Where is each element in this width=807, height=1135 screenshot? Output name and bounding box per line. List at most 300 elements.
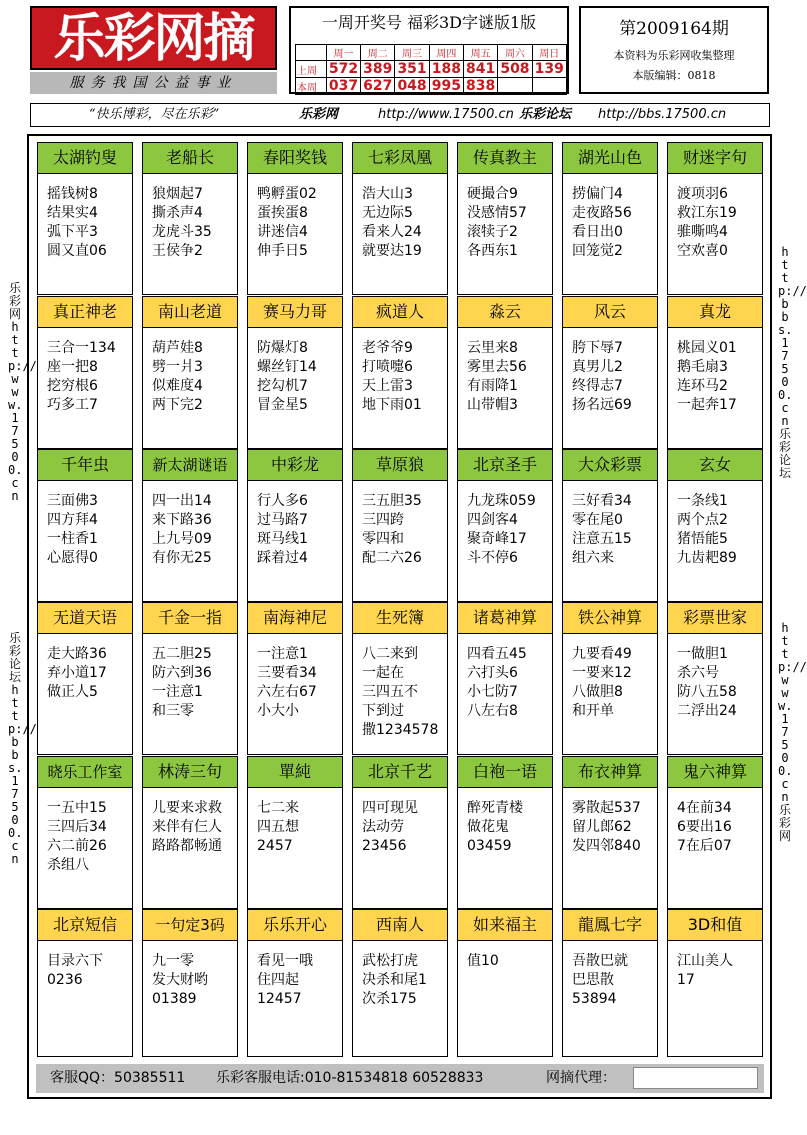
draw-title: 一周开奖号 福彩3D字谜版1版: [321, 13, 537, 32]
puzzle-line: 组六来: [572, 550, 614, 566]
puzzle-author: 北京千艺: [353, 757, 447, 788]
puzzle-author: 湖光山色: [563, 143, 657, 174]
this-week-label: 本周: [296, 78, 327, 95]
puzzle-line: 回笼觉2: [572, 243, 623, 259]
puzzle-line: 防爆灯8: [257, 340, 308, 356]
puzzle-lines: [467, 799, 550, 856]
puzzle-card: [247, 142, 343, 295]
puzzle-author: 鬼六神算: [668, 757, 762, 788]
puzzle-line: 留儿郎62: [572, 819, 632, 835]
puzzle-line: 一做胆1: [677, 646, 728, 662]
puzzle-card: [247, 909, 343, 1057]
puzzle-card: [457, 449, 553, 602]
puzzle-author: 疯道人: [353, 297, 447, 328]
puzzle-card: [667, 296, 763, 449]
puzzle-lines: [257, 799, 340, 856]
puzzle-line: 0236: [47, 972, 83, 988]
puzzle-line: 扬名远69: [572, 397, 632, 413]
puzzle-line: 配二六26: [362, 550, 422, 566]
puzzle-lines: [257, 952, 340, 1009]
puzzle-line: 三要看34: [257, 665, 317, 681]
puzzle-line: 连环马2: [677, 378, 728, 394]
puzzle-line: 巧多工7: [47, 397, 98, 413]
puzzle-line: 聚奇峰17: [467, 531, 527, 547]
puzzle-card: [247, 296, 343, 449]
puzzle-line: 圆又直06: [47, 243, 107, 259]
draw-number: [498, 78, 532, 95]
puzzle-line: 过马路7: [257, 512, 308, 528]
side-text-right-top: http://bbs.17500.cn 乐彩论坛: [778, 245, 807, 480]
puzzle-line: 葫芦娃8: [152, 340, 203, 356]
puzzle-author: 草原狼: [353, 450, 447, 481]
forum-name: 乐彩论坛: [519, 107, 572, 122]
puzzle-line: 次杀175: [362, 991, 417, 1007]
puzzle-line: 七二来: [257, 800, 299, 816]
puzzle-line: 来伴有仨人: [152, 819, 222, 835]
puzzle-line: 终得志7: [572, 378, 623, 394]
puzzle-line: 决杀和尾1: [362, 972, 427, 988]
puzzle-line: 53894: [572, 991, 617, 1007]
side-text-left-top: 乐彩网 http://www.17500.cn: [8, 281, 37, 503]
draw-number: 351: [395, 61, 429, 78]
puzzle-line: 九齿耙89: [677, 550, 737, 566]
puzzle-lines: [47, 185, 130, 261]
puzzle-card: [352, 296, 448, 449]
puzzle-line: 四看五45: [467, 646, 527, 662]
puzzle-line: 六二前26: [47, 838, 107, 854]
puzzle-line: 两下完2: [152, 397, 203, 413]
puzzle-line: 四剑客4: [467, 512, 518, 528]
draw-table: [295, 44, 567, 95]
puzzle-lines: [47, 799, 130, 875]
puzzle-line: 结果实4: [47, 205, 98, 221]
puzzle-line: 六左右67: [257, 684, 317, 700]
puzzle-line: 狼烟起7: [152, 186, 203, 202]
puzzle-line: 做花鬼: [467, 819, 509, 835]
puzzle-line: 醉死青楼: [467, 800, 523, 816]
puzzle-line: 03459: [467, 838, 512, 854]
puzzle-author: 无道天语: [38, 603, 132, 634]
puzzle-line: 浩大山3: [362, 186, 413, 202]
puzzle-card: [457, 296, 553, 449]
puzzle-author: 春阳奖钱: [248, 143, 342, 174]
puzzle-line: 四可现见: [362, 800, 418, 816]
puzzle-line: 12457: [257, 991, 302, 1007]
puzzle-lines: [47, 339, 130, 415]
puzzle-lines: [362, 799, 445, 856]
puzzle-line: 看见一哦: [257, 953, 313, 969]
puzzle-line: 杀六号: [677, 665, 719, 681]
puzzle-card: [37, 296, 133, 449]
puzzle-lines: [677, 339, 760, 415]
puzzle-line: 一要来12: [572, 665, 632, 681]
tagline-quote: “快乐博彩，尽在乐彩”: [89, 107, 220, 122]
puzzle-line: 上九号09: [152, 531, 212, 547]
puzzle-line: 无边际5: [362, 205, 413, 221]
agent-input-box[interactable]: [633, 1067, 758, 1089]
puzzle-line: 值10: [467, 953, 499, 969]
puzzle-line: 一注意1: [152, 684, 203, 700]
draw-number: 139: [532, 61, 566, 78]
tagline-bar: [30, 103, 770, 127]
puzzle-line: 四一出14: [152, 493, 212, 509]
draw-number: 572: [326, 61, 360, 78]
puzzle-author: 北京短信: [38, 910, 132, 941]
puzzle-card: [142, 449, 238, 602]
puzzle-lines: [152, 339, 235, 415]
puzzle-author: 传真教主: [458, 143, 552, 174]
puzzle-lines: [257, 185, 340, 261]
puzzle-line: 弧下平3: [47, 224, 98, 240]
puzzle-card: [37, 602, 133, 755]
puzzle-card: [667, 756, 763, 909]
puzzle-line: 硬撮合9: [467, 186, 518, 202]
footer-bar: [36, 1064, 764, 1093]
puzzle-line: 胯下辱7: [572, 340, 623, 356]
puzzle-line: 八左右8: [467, 703, 518, 719]
puzzle-line: 讲迷信4: [257, 224, 308, 240]
puzzle-author: 3D和值: [668, 910, 762, 941]
puzzle-line: 发四邻840: [572, 838, 641, 854]
puzzle-card: [562, 296, 658, 449]
puzzle-line: 九要看49: [572, 646, 632, 662]
puzzle-line: 三面佛3: [47, 493, 98, 509]
puzzle-author: 千金一指: [143, 603, 237, 634]
puzzle-lines: [257, 645, 340, 721]
puzzle-lines: [572, 492, 655, 568]
puzzle-line: 零四和: [362, 531, 404, 547]
puzzle-card: [37, 909, 133, 1057]
puzzle-line: 九一零: [152, 953, 194, 969]
puzzle-card: [667, 142, 763, 295]
puzzle-line: 劈一爿3: [152, 359, 203, 375]
puzzle-author: 风云: [563, 297, 657, 328]
puzzle-line: 撕杀声4: [152, 205, 203, 221]
puzzle-card: [457, 909, 553, 1057]
puzzle-line: 弃小道17: [47, 665, 107, 681]
puzzle-card: [562, 602, 658, 755]
puzzle-card: [667, 449, 763, 602]
puzzle-lines: [47, 952, 130, 990]
puzzle-lines: [467, 339, 550, 415]
puzzle-author: 大众彩票: [563, 450, 657, 481]
puzzle-line: 17: [677, 972, 695, 988]
puzzle-line: 三好看34: [572, 493, 632, 509]
puzzle-card: [142, 142, 238, 295]
slogan: 服务我国公益事业: [30, 72, 277, 94]
puzzle-line: 雾散起537: [572, 800, 641, 816]
puzzle-card: [667, 602, 763, 755]
puzzle-line: 6要出16: [677, 819, 732, 835]
puzzle-line: 法动劳: [362, 819, 404, 835]
puzzle-author: 彩票世家: [668, 603, 762, 634]
puzzle-line: 挖勾机7: [257, 378, 308, 394]
puzzle-author: 生死簿: [353, 603, 447, 634]
draw-number: 508: [498, 61, 532, 78]
agent-label: 网摘代理：: [546, 1070, 616, 1086]
puzzle-card: [562, 449, 658, 602]
draw-number: 037: [326, 78, 360, 95]
puzzle-line: 座一把8: [47, 359, 98, 375]
puzzle-line: 防八五58: [677, 684, 737, 700]
puzzle-line: 斗不停6: [467, 550, 518, 566]
puzzle-line: 鹅毛扇3: [677, 359, 728, 375]
puzzle-line: 行人多6: [257, 493, 308, 509]
puzzle-lines: [152, 799, 235, 856]
puzzle-lines: [257, 339, 340, 415]
service-qq: 客服QQ：50385511: [50, 1070, 186, 1086]
puzzle-author: 南山老道: [143, 297, 237, 328]
puzzle-card: [247, 449, 343, 602]
puzzle-line: 住四起: [257, 972, 299, 988]
weekday-header: 周四: [429, 45, 463, 61]
service-phone: 乐彩客服电话:010-81534818 60528833: [216, 1070, 484, 1086]
puzzle-line: 打喷嚏6: [362, 359, 413, 375]
puzzle-author: 一句定3码: [143, 910, 237, 941]
site-url-link[interactable]: http://www.17500.cn: [378, 107, 514, 122]
puzzle-author: 乐乐开心: [248, 910, 342, 941]
puzzle-author: 中彩龙: [248, 450, 342, 481]
puzzle-line: 两个点2: [677, 512, 728, 528]
puzzle-author: 财迷字句: [668, 143, 762, 174]
weekday-header: 周五: [464, 45, 498, 61]
puzzle-line: 注意五15: [572, 531, 632, 547]
puzzle-lines: [572, 185, 655, 261]
puzzle-line: 三四跨: [362, 512, 404, 528]
draw-number: 627: [361, 78, 395, 95]
puzzle-card: [352, 756, 448, 909]
puzzle-line: 和三零: [152, 703, 194, 719]
puzzle-line: 摇钱树8: [47, 186, 98, 202]
puzzle-line: 一注意1: [257, 646, 308, 662]
puzzle-lines: [467, 645, 550, 721]
puzzle-lines: [362, 952, 445, 1009]
puzzle-author: 北京圣手: [458, 450, 552, 481]
puzzle-lines: [467, 952, 550, 971]
puzzle-lines: [362, 645, 445, 740]
puzzle-line: 7在后07: [677, 838, 732, 854]
puzzle-line: 一起在: [362, 665, 404, 681]
puzzle-lines: [47, 492, 130, 568]
puzzle-line: 渡项羽6: [677, 186, 728, 202]
draw-number: 995: [429, 78, 463, 95]
puzzle-lines: [467, 185, 550, 261]
puzzle-line: 二浮出24: [677, 703, 737, 719]
weekday-header: 周一: [326, 45, 360, 61]
puzzle-lines: [152, 492, 235, 568]
logo-text: 乐彩网摘: [53, 8, 254, 69]
puzzle-line: 有你无25: [152, 550, 212, 566]
puzzle-lines: [47, 645, 130, 702]
puzzle-line: 五二胆25: [152, 646, 212, 662]
puzzle-author: 布衣神算: [563, 757, 657, 788]
puzzle-author: 太湖钓叟: [38, 143, 132, 174]
puzzle-author: 新太湖谜语: [143, 450, 237, 481]
puzzle-line: 各西东1: [467, 243, 518, 259]
puzzle-card: [457, 602, 553, 755]
puzzle-lines: [677, 185, 760, 261]
puzzle-line: 一起奔17: [677, 397, 737, 413]
puzzle-line: 王侯争2: [152, 243, 203, 259]
puzzle-line: 地下雨01: [362, 397, 422, 413]
puzzle-lines: [362, 339, 445, 415]
puzzle-card: [562, 756, 658, 909]
puzzle-line: 一条线1: [677, 493, 728, 509]
puzzle-card: [352, 602, 448, 755]
puzzle-line: 小大小: [257, 703, 299, 719]
puzzle-line: 天上雷3: [362, 378, 413, 394]
puzzle-author: 真正神老: [38, 297, 132, 328]
puzzle-line: 三四五不: [362, 684, 418, 700]
puzzle-author: 赛马力哥: [248, 297, 342, 328]
puzzle-line: 四五想: [257, 819, 299, 835]
puzzle-card: [457, 142, 553, 295]
puzzle-author: 真龙: [668, 297, 762, 328]
weekday-header: 周六: [498, 45, 532, 61]
puzzle-line: 蛋挨蛋8: [257, 205, 308, 221]
puzzle-line: 捞偏门4: [572, 186, 623, 202]
puzzle-line: 武松打虎: [362, 953, 418, 969]
puzzle-line: 走夜路56: [572, 205, 632, 221]
puzzle-card: [352, 909, 448, 1057]
puzzle-card: [142, 296, 238, 449]
side-text-left-bottom: 乐彩论坛 http://bbs.17500.cn: [8, 631, 37, 866]
puzzle-lines: [152, 185, 235, 261]
puzzle-line: 八做胆8: [572, 684, 623, 700]
puzzle-line: 路路都畅通: [152, 838, 222, 854]
issue-number: 第2009164期: [619, 19, 729, 39]
puzzle-line: 有雨降1: [467, 378, 518, 394]
puzzle-line: 和开单: [572, 703, 614, 719]
draw-results-panel: [289, 6, 569, 94]
puzzle-line: 01389: [152, 991, 197, 1007]
puzzle-author: 老船长: [143, 143, 237, 174]
puzzle-line: 一五中15: [47, 800, 107, 816]
puzzle-lines: [677, 492, 760, 568]
puzzle-line: 滚犊子2: [467, 224, 518, 240]
draw-number: 838: [464, 78, 498, 95]
logo: [30, 6, 277, 70]
this-week-row: [296, 78, 567, 95]
puzzle-card: [142, 909, 238, 1057]
puzzle-line: 老爷爷9: [362, 340, 413, 356]
puzzle-line: 鸭孵蛋02: [257, 186, 317, 202]
puzzle-line: 桃园义01: [677, 340, 737, 356]
puzzle-author: 铁公神算: [563, 603, 657, 634]
puzzle-line: 撒1234578: [362, 722, 439, 738]
puzzle-author: 林涛三句: [143, 757, 237, 788]
puzzle-line: 没感情57: [467, 205, 527, 221]
source-note: 本资料为乐彩网收集整理: [613, 49, 735, 62]
puzzle-line: 猪悟能5: [677, 531, 728, 547]
puzzle-line: 杀组八: [47, 857, 89, 873]
side-text-right-bottom: http://www.17500.cn 乐彩网: [778, 621, 807, 843]
puzzle-line: 踩着过4: [257, 550, 308, 566]
puzzle-line: 山带帽3: [467, 397, 518, 413]
puzzle-line: 目录六下: [47, 953, 103, 969]
puzzle-line: 龙虎斗35: [152, 224, 212, 240]
puzzle-lines: [677, 645, 760, 721]
puzzle-line: 江山美人: [677, 953, 733, 969]
puzzle-card: [247, 756, 343, 909]
puzzle-line: 吾散巴就: [572, 953, 628, 969]
issue-panel: [579, 6, 769, 94]
puzzle-line: 4在前34: [677, 800, 732, 816]
draw-number: 048: [395, 78, 429, 95]
last-week-label: 上周: [296, 61, 327, 78]
puzzle-author: 白袍一语: [458, 757, 552, 788]
editor-note: 本版编辑：0818: [632, 69, 716, 82]
puzzle-line: 雾里去56: [467, 359, 527, 375]
puzzle-lines: [152, 645, 235, 721]
draw-number: 389: [361, 61, 395, 78]
puzzle-lines: [572, 952, 655, 1009]
puzzle-card: [457, 756, 553, 909]
puzzle-line: 巴思散: [572, 972, 614, 988]
puzzle-author: 淼云: [458, 297, 552, 328]
puzzle-line: 走大路36: [47, 646, 107, 662]
puzzle-line: 小七防7: [467, 684, 518, 700]
puzzle-line: 救江东19: [677, 205, 737, 221]
puzzle-line: 似难度4: [152, 378, 203, 394]
puzzle-line: 四方拜4: [47, 512, 98, 528]
puzzle-line: 零在尾0: [572, 512, 623, 528]
puzzle-line: 斑马线1: [257, 531, 308, 547]
puzzle-author: 诸葛神算: [458, 603, 552, 634]
puzzle-line: 来下路36: [152, 512, 212, 528]
puzzle-line: 三五胆35: [362, 493, 422, 509]
puzzle-line: 骓嘶鸣4: [677, 224, 728, 240]
puzzle-lines: [677, 799, 760, 856]
forum-url-link[interactable]: http://bbs.17500.cn: [598, 107, 727, 122]
puzzle-card: [247, 602, 343, 755]
draw-number: [532, 78, 566, 95]
weekday-row: [296, 45, 567, 61]
puzzle-card: [562, 142, 658, 295]
puzzle-line: 云里来8: [467, 340, 518, 356]
draw-number: 841: [464, 61, 498, 78]
puzzle-line: 螺丝钉14: [257, 359, 317, 375]
puzzle-card: [352, 449, 448, 602]
puzzle-line: 八二来到: [362, 646, 418, 662]
puzzle-line: 下到过: [362, 703, 404, 719]
puzzle-card: [667, 909, 763, 1057]
puzzle-card: [37, 449, 133, 602]
puzzle-lines: [467, 492, 550, 568]
puzzle-line: 伸手日5: [257, 243, 308, 259]
puzzle-lines: [572, 645, 655, 721]
puzzle-line: 冒金星5: [257, 397, 308, 413]
puzzle-author: 玄女: [668, 450, 762, 481]
puzzle-line: 儿要来求救: [152, 800, 222, 816]
puzzle-lines: [572, 339, 655, 415]
puzzle-card: [352, 142, 448, 295]
puzzle-line: 三四后34: [47, 819, 107, 835]
puzzle-card: [37, 142, 133, 295]
site-name: 乐彩网: [299, 107, 339, 122]
puzzle-lines: [677, 952, 760, 990]
puzzle-lines: [362, 185, 445, 261]
weekday-header: 周日: [532, 45, 566, 61]
puzzle-line: 看来人24: [362, 224, 422, 240]
puzzle-author: 晓乐工作室: [38, 757, 132, 788]
puzzle-line: 23456: [362, 838, 407, 854]
puzzle-author: 千年虫: [38, 450, 132, 481]
puzzle-lines: [362, 492, 445, 568]
puzzle-line: 六打头6: [467, 665, 518, 681]
puzzle-author: 西南人: [353, 910, 447, 941]
puzzle-lines: [257, 492, 340, 568]
